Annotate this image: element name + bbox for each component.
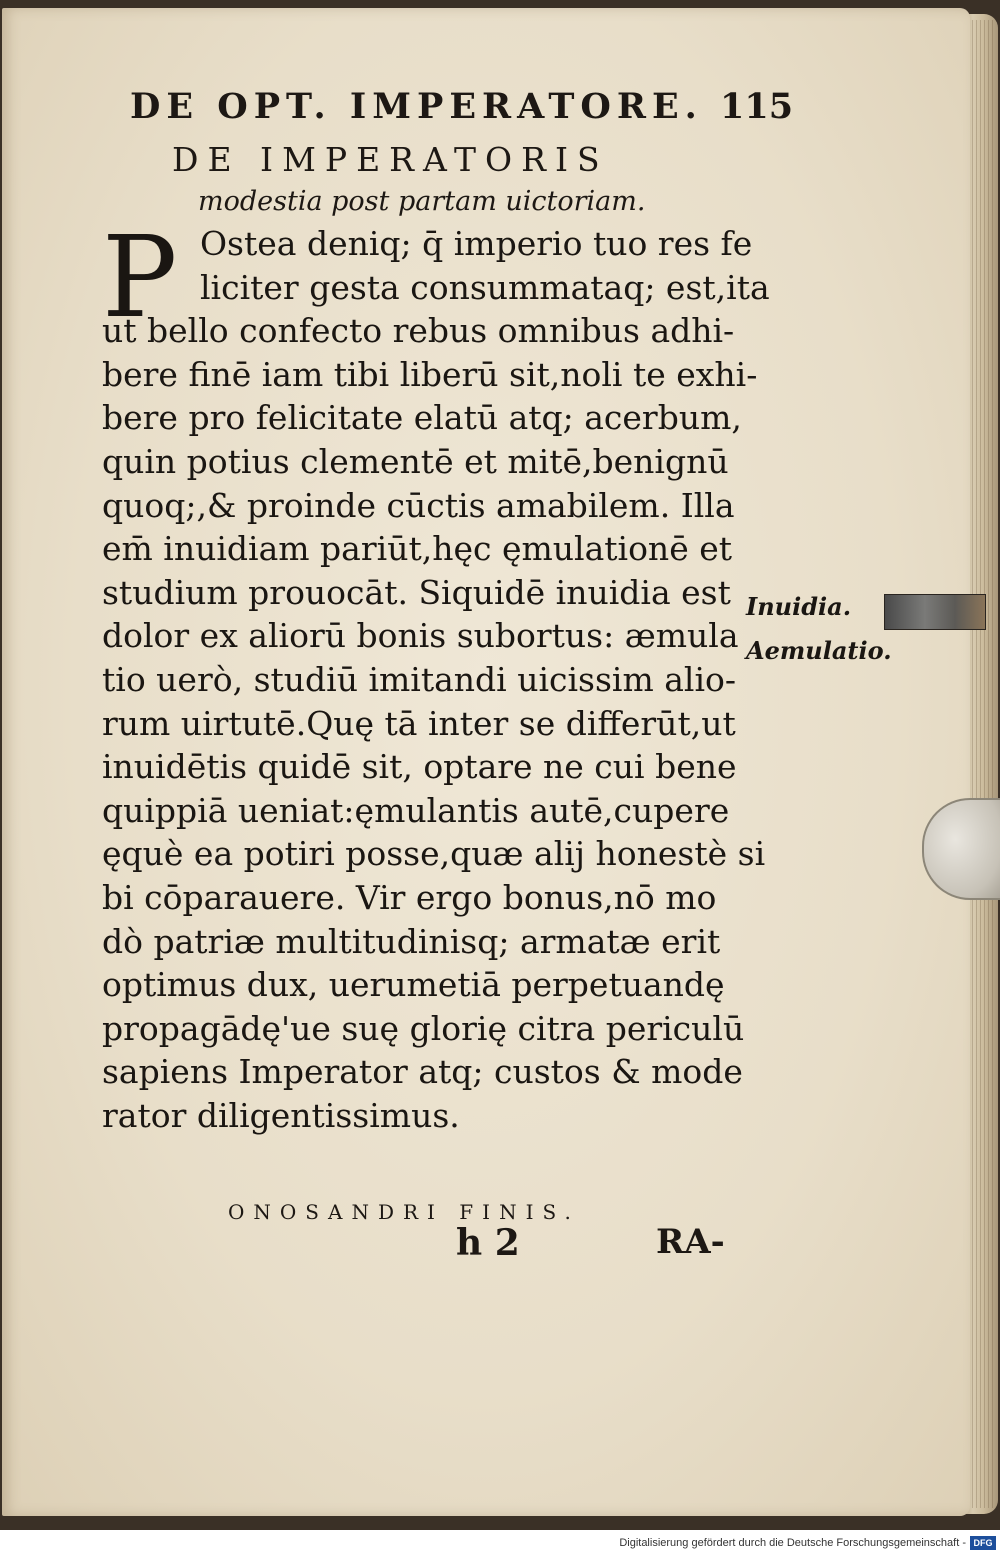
- text-line: bere pro felicitate elatū atq; acerbum,: [102, 398, 742, 438]
- text-line: quoq;,& proinde cūctis amabilem. Illa: [102, 485, 735, 525]
- text-line: bere finē iam tibi liberū sit,noli te exhi-: [102, 354, 758, 394]
- running-head: [130, 86, 794, 127]
- text-line: inuidētis quidē sit, optare ne cui bene: [102, 747, 737, 787]
- text-line: bi cōparauere. Vir ergo bonus,nō mo: [102, 877, 717, 917]
- text-line: Ostea deniq; q̄ imperio tuo res fe: [200, 224, 753, 263]
- margin-note-inuidia: Inuidia.: [746, 592, 852, 621]
- text-line: dolor ex aliorū bonis subortus: æmula: [102, 616, 739, 656]
- text-line: studium prouocāt. Siquidē inuidia est: [102, 572, 731, 612]
- footer-credit: Digitalisierung gefördert durch die Deutsche Forschungsgemeinschaft -: [619, 1537, 966, 1549]
- catchword: RA-: [656, 1222, 725, 1262]
- colophon: ONOSANDRI FINIS.: [228, 1200, 580, 1224]
- text-line: propagādę'ue suę glorię citra periculū: [102, 1008, 745, 1048]
- text-line: liciter gesta consummataq; est,ita: [200, 267, 770, 307]
- drop-cap: P: [102, 213, 178, 343]
- text-line: optimus dux, uerumetiā perpetuandę: [102, 965, 725, 1005]
- text-line: ęquè ea potiri posse,quæ alij honestè si: [102, 834, 766, 874]
- dfg-logo: DFG: [970, 1536, 996, 1550]
- text-line: sapiens Imperator atq; custos & mode: [102, 1052, 743, 1092]
- page-tab-strip: [884, 594, 986, 630]
- chapter-title: DE IMPERATORIS: [172, 140, 609, 179]
- text-line: dò patriæ multitudinisq; armatæ erit: [102, 921, 721, 961]
- text-line: rator diligentissimus.: [102, 1095, 460, 1135]
- page-number: 115: [720, 86, 794, 127]
- text-line: quippiā ueniat:ęmulantis autē,cupere: [102, 790, 730, 830]
- chapter-subtitle: modestia post partam uictoriam.: [198, 186, 646, 217]
- text-line: ut bello confecto rebus omnibus adhi-: [102, 311, 735, 351]
- text-line: em̄ inuidiam pariūt,hęc ęmulationē et: [102, 529, 732, 569]
- signature-mark: h 2: [456, 1222, 520, 1264]
- text-line: tio uerò, studiū imitandi uicissim alio-: [102, 659, 737, 699]
- body-text: [102, 213, 770, 1137]
- text-line: quin potius clementē et mitē,benignū: [102, 441, 729, 481]
- page-edge-texture: [968, 20, 994, 1508]
- margin-note-aemulatio: Aemulatio.: [746, 636, 892, 665]
- running-head-title: DE OPT. IMPERATORE.: [130, 86, 703, 127]
- text-line: rum uirtutē.Quę tā inter se differūt,ut: [102, 703, 736, 743]
